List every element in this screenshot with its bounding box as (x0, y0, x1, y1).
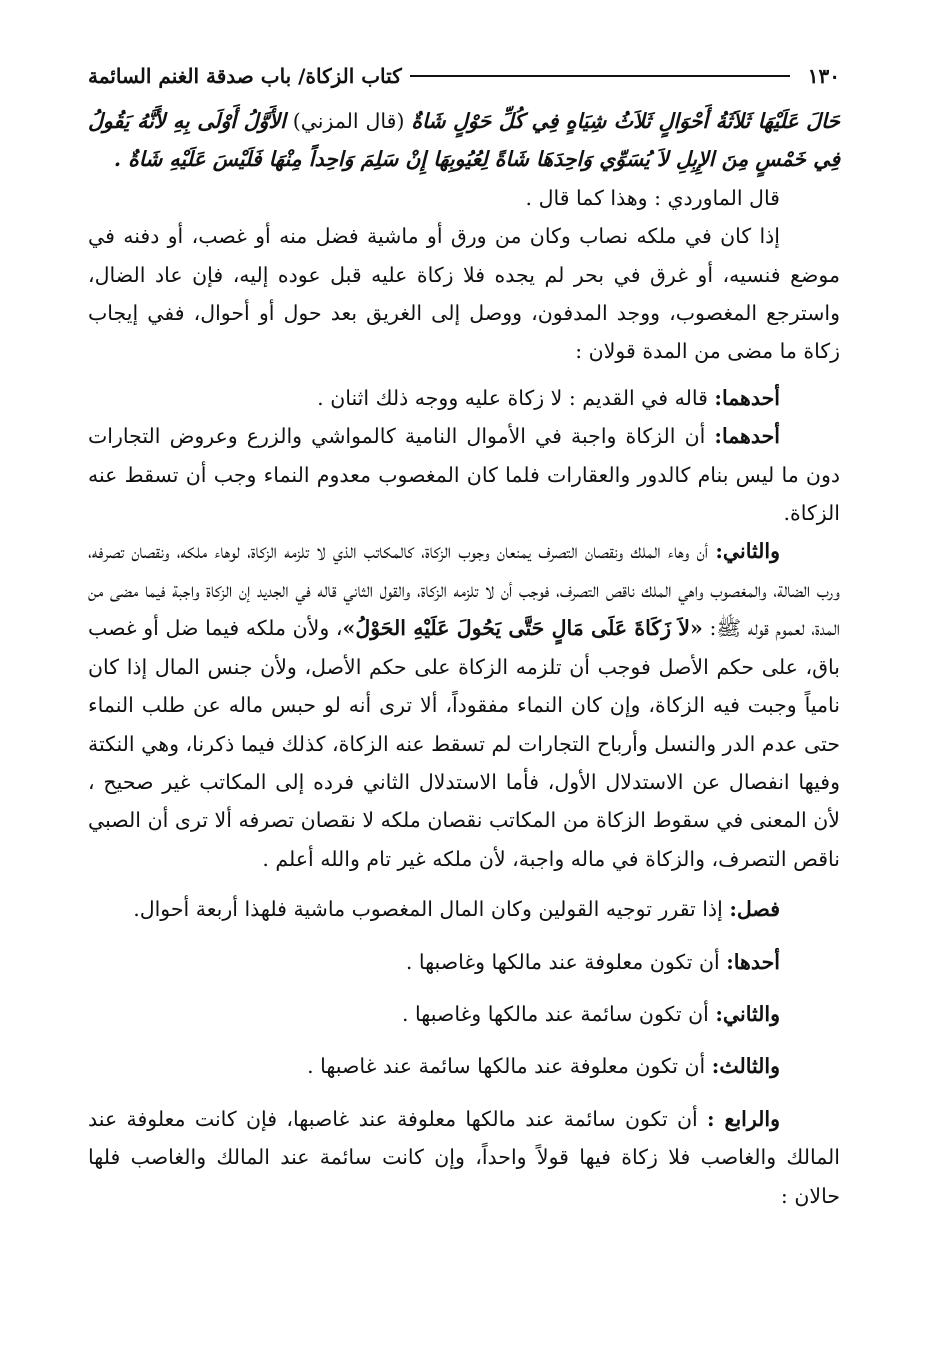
header-rule (410, 75, 790, 77)
mukhtasar-paragraph (88, 102, 840, 179)
paragraph-text: أن الزكاة واجبة في الأموال النامية كالمواشي والزرع وعروض التجارات دون ما ليس بنام كالدور والعقارات فلما كان المغصوب معدوم النماء وجب أن تسقط عنه الزكاة. (88, 424, 840, 526)
paragraph-lead: أحدهما: (714, 424, 780, 449)
mukhtasar-text: حَالَ عَلَيْهَا ثَلاَثَةُ أَحْوَالٍ ثَلاَثُ شِيَاهٍ فِي كُلِّ حَوْلٍ شَاةٌ (411, 109, 840, 133)
body-text (88, 102, 840, 1215)
paragraph-lead: أحدها: (726, 949, 780, 974)
commentary-intro: قال الماوردي : وهذا كما قال . (525, 185, 780, 210)
case-second (88, 995, 840, 1033)
paragraph-text: أن تكون معلوفة عند مالكها وغاصبها . (405, 949, 727, 974)
paragraph-lead: فصل: (729, 897, 780, 922)
paragraph-lead: والرابع : (707, 1106, 780, 1131)
book-page (88, 56, 840, 1356)
page-header (88, 56, 840, 96)
paragraph-first-opinion (88, 379, 840, 417)
case-fourth (88, 1100, 840, 1215)
paragraph-lead: والثاني: (715, 539, 780, 564)
paragraph-lead: والثاني: (715, 1001, 780, 1026)
paragraph-text: أن تكون معلوفة عند مالكها سائمة عند غاصبها . (307, 1054, 712, 1079)
case-third (88, 1047, 840, 1085)
paragraph-text: إذا تقرر توجيه القولين وكان المال المغصوب ماشية فلهذا أربعة أحوال. (133, 897, 730, 922)
muzani-aside: (قال المزني) (285, 109, 412, 133)
paragraph-lead: والثالث: (711, 1054, 780, 1079)
paragraph-text: أن وهاء الملك ونقصان التصرف يمنعان وجوب الزكاة، كالمكاتب الذي لا تلزمه الزكاة، لوهاء ملكه، ونقصان تصرفه، ورب الضالة، والمغصوب واهي الملك ناقص التصرف، فوجب أن لا تلزمه الزكاة، والقول الثاني قاله في الجديد إن الزكاة واجبة فيما مضى من المدة، لعموم قوله ﷺ: (88, 539, 841, 641)
mukhtasar-text-continued: الأَوَّلُ أَوْلَى بِهِ لأَنَّهُ يَقُولُ فِي خَمْسٍ مِنَ الإِبِلِ لاَ يُسَوِّي وَاحِدَهَا شَاةً لِعُيُوبِهَا إِنْ سَلِمَ وَاحِداً مِنْهَا فَلَيْسَ عَلَيْهِ شَاةٌ . (88, 109, 840, 172)
paragraph-lead: أحدهما: (714, 385, 780, 410)
running-title: كتاب الزكاة/ باب صدقة الغنم السائمة (88, 64, 402, 88)
paragraph-first-reason (88, 417, 840, 532)
hadith-quote: «لاَ زَكَاةَ عَلَى مَالٍ حَتَّى يَحُولَ عَلَيْهِ الحَوْلُ» (342, 616, 703, 641)
paragraph-text: أن تكون سائمة عند مالكها وغاصبها . (402, 1001, 716, 1026)
paragraph-lost-property: إذا كان في ملكه نصاب وكان من ورق أو ماشية فضل منه أو غصب، أو دفنه في موضع فنسيه، أو غرق في بحر لم يجده فلا زكاة عليه قبل عوده إليه، فإن عاد الضال، واسترجع المغصوب، ووجد المدفون، ووصل إلى الغريق بعد حول أو أحوال، ففي إيجاب زكاة ما مضى من المدة قولان : (88, 224, 840, 364)
section-fasl (88, 890, 840, 928)
paragraph-text: أن تكون سائمة عند مالكها معلوفة عند غاصبها، فإن كانت معلوفة عند المالك والغاصب فلا زكاة فيها قولاً واحداً، وإن كانت سائمة عند المالك والغاصب فلها حالان : (88, 1106, 840, 1208)
page-number: ١٣٠ (807, 64, 840, 88)
paragraph-text: قاله في القديم : لا زكاة عليه ووجه ذلك اثنان . (317, 385, 715, 410)
paragraph-second-reason (88, 532, 840, 878)
case-first (88, 943, 840, 981)
paragraph-text-continued: ، ولأن ملكه فيما ضل أو غصب باق، على حكم الأصل فوجب أن تلزمه الزكاة على حكم الأصل، ولأن جنس المال إذا كان نامياً وجبت فيه الزكاة، وإن كان النماء مفقوداً، ألا ترى أنه لو حبس ماله عن طلب النماء حتى عدم الدر والنسل وأرباح التجارات لم تسقط عنه الزكاة، كذلك فيما ذكرنا، وهي النكتة وفيها انفصال عن الاستدلال الأول، فأما الاستدلال الثاني فرده إلى المكاتب غير صحيح ، لأن المعنى في سقوط الزكاة من المكاتب نقصان ملكه لا نقصان تصرفه ألا ترى أن الصبي ناقص التصرف، والزكاة في ماله واجبة، لأن ملكه غير تام والله أعلم . (88, 616, 840, 871)
